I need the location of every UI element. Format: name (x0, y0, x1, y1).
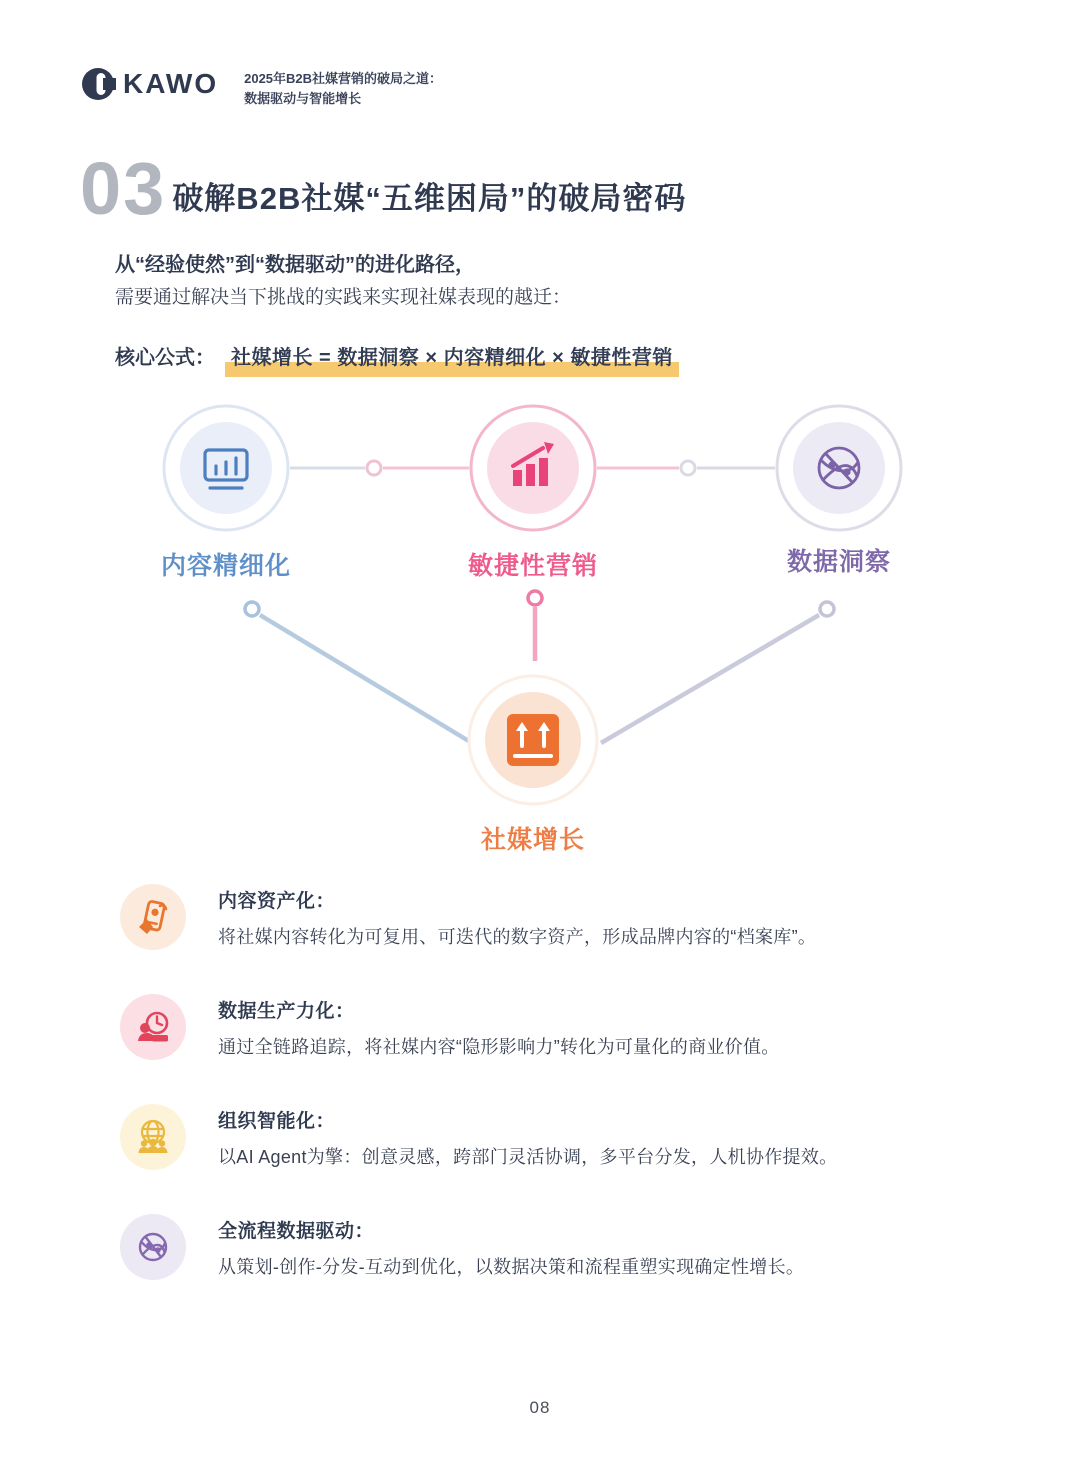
list-item-data-productivity (120, 994, 980, 1060)
list-item-org-intelligence (120, 1104, 980, 1170)
node-content-refinement (164, 406, 288, 530)
node-label-data-insight: 数据洞察 (786, 548, 891, 576)
document-title-line2: 数据驱动与智能增长 (244, 91, 362, 107)
upward-arrows-box-icon (507, 714, 559, 766)
list-item-content-assetization (120, 884, 980, 950)
feature-body: 通过全链路追踪，将社媒内容“隐形影响力”转化为可量化的商业价值。 (218, 1037, 780, 1057)
document-title-line1: 2025年B2B社媒营销的破局之道： (244, 71, 443, 86)
kawo-logo-icon (80, 66, 116, 102)
node-social-growth (469, 676, 597, 804)
kawo-logo (80, 66, 218, 102)
page-number: 08 (529, 1398, 551, 1417)
page-header (80, 66, 442, 109)
list-item-full-process-data (120, 1214, 980, 1280)
feature-list (120, 884, 980, 1324)
feature-title: 数据生产力化： (218, 1001, 355, 1022)
connector-node (681, 461, 695, 475)
feature-body: 以AI Agent为擎：创意灵感，跨部门灵活协调，多平台分发，人机协作提效。 (218, 1147, 838, 1167)
connector-node (367, 461, 381, 475)
node-label-content-refinement: 内容精细化 (160, 552, 291, 580)
subtitle-line1: 从“经验使然”到“数据驱动”的进化路径， (115, 254, 475, 276)
node-agile-marketing (471, 406, 595, 530)
formula-label: 核心公式： (115, 347, 215, 369)
connector-node (820, 602, 834, 616)
connector-line-purple (601, 615, 819, 743)
feature-title: 全流程数据驱动： (218, 1221, 375, 1242)
network-globe-icon (120, 1214, 186, 1280)
feature-body: 将社媒内容转化为可复用、可迭代的数字资产，形成品牌内容的“档案库”。 (218, 927, 817, 947)
growth-formula-diagram (0, 396, 1080, 872)
feature-title: 内容资产化： (218, 891, 336, 912)
connector-line-blue (260, 615, 472, 743)
section-title: 破解B2B社媒“五维困局”的破局密码 (172, 181, 687, 216)
diagram-canvas (0, 396, 1080, 872)
globe-people-icon (120, 1104, 186, 1170)
core-formula (115, 341, 679, 377)
person-gauge-icon (120, 994, 186, 1060)
section-number: 03 (80, 147, 167, 230)
logo-wordmark: KAWO (123, 68, 219, 99)
feature-body: 从策划-创作-分发-互动到优化，以数据决策和流程重塑实现确定性增长。 (218, 1257, 805, 1277)
phone-in-hand-icon (120, 884, 186, 950)
section-subtitle (115, 248, 571, 314)
connector-node (528, 591, 542, 605)
connector-node (245, 602, 259, 616)
document-title (244, 66, 442, 109)
node-data-insight (777, 406, 901, 530)
section-heading (80, 147, 687, 230)
node-label-social-growth: 社媒增长 (480, 826, 585, 854)
formula-text: 社媒增长 = 数据洞察 × 内容精细化 × 敏捷性营销 (225, 341, 679, 377)
feature-title: 组织智能化： (218, 1111, 336, 1132)
subtitle-line2: 需要通过解决当下挑战的实践来实现社媒表现的越迁： (115, 287, 572, 308)
node-label-agile-marketing: 敏捷性营销 (467, 552, 598, 580)
